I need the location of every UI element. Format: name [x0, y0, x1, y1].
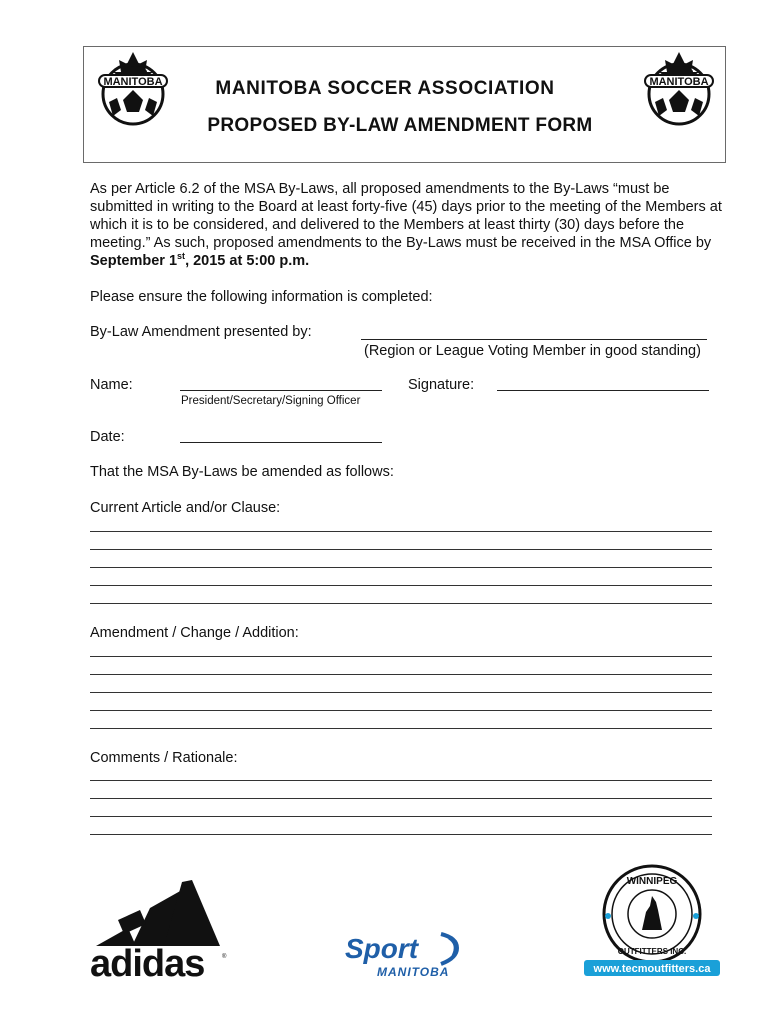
- current-article-line[interactable]: [90, 549, 712, 550]
- winnipeg-outfitters-logo: [582, 864, 722, 979]
- amendment-line[interactable]: [90, 692, 712, 693]
- current-article-line[interactable]: [90, 567, 712, 568]
- name-field[interactable]: [180, 390, 382, 391]
- presented-by-hint: (Region or League Voting Member in good standing): [364, 343, 701, 359]
- form-title: PROPOSED BY-LAW AMENDMENT FORM: [207, 115, 593, 136]
- sport-wordmark: Sport: [345, 933, 419, 964]
- comments-line[interactable]: [90, 834, 712, 835]
- amendment-line[interactable]: [90, 674, 712, 675]
- winnipeg-wordmark: WINNIPEG: [626, 876, 678, 887]
- comments-line[interactable]: [90, 816, 712, 817]
- intro-text: As per Article 6.2 of the MSA By-Laws, all proposed amendments to the By-Laws “must be submitted in writing to the Board at least forty-five (45) days prior to the meeting of the Members at which it is to be considered, and delivered to the Members at least thirty (30) days before the meeting.” As such, proposed amendments to the By-Laws must be received in the MSA Office by: [90, 181, 722, 251]
- comments-line[interactable]: [90, 798, 712, 799]
- svg-text:®: ®: [222, 954, 227, 960]
- manitoba-wordmark: MANITOBA: [377, 965, 450, 979]
- amended-text: That the MSA By-Laws be amended as follows:: [90, 464, 394, 480]
- signature-field[interactable]: [497, 390, 709, 391]
- amendment-label: Amendment / Change / Addition:: [90, 625, 299, 641]
- outfitters-url: www.tecmoutfitters.ca: [593, 963, 711, 975]
- logo-text-left: MANITOBA: [103, 76, 163, 88]
- outfitters-wordmark: OUTFITTERS INC.: [617, 947, 687, 956]
- presented-by-field[interactable]: [361, 339, 707, 340]
- date-field[interactable]: [180, 442, 382, 443]
- header-box: [83, 46, 726, 163]
- presented-by-label: By-Law Amendment presented by:: [90, 324, 312, 340]
- name-label: Name:: [90, 377, 133, 393]
- sport-manitoba-logo: [343, 928, 473, 984]
- date-label: Date:: [90, 429, 125, 445]
- current-article-line[interactable]: [90, 585, 712, 586]
- intro-paragraph: [90, 180, 730, 270]
- signature-label: Signature:: [408, 377, 475, 393]
- name-hint: President/Secretary/Signing Officer: [181, 395, 361, 407]
- current-article-label: Current Article and/or Clause:: [90, 500, 281, 516]
- deadline-date: September 1st, 2015 at 5:00 p.m.: [90, 251, 310, 269]
- ensure-text: Please ensure the following information is completed:: [90, 289, 433, 305]
- adidas-wordmark: adidas: [90, 943, 205, 980]
- amendment-line[interactable]: [90, 728, 712, 729]
- logo-text-right: MANITOBA: [649, 76, 709, 88]
- comments-label: Comments / Rationale:: [90, 750, 238, 766]
- association-title: MANITOBA SOCCER ASSOCIATION: [215, 78, 555, 99]
- current-article-line[interactable]: [90, 531, 712, 532]
- amendment-line[interactable]: [90, 710, 712, 711]
- amendment-line[interactable]: [90, 656, 712, 657]
- comments-line[interactable]: [90, 780, 712, 781]
- current-article-line[interactable]: [90, 603, 712, 604]
- adidas-logo: [88, 880, 230, 980]
